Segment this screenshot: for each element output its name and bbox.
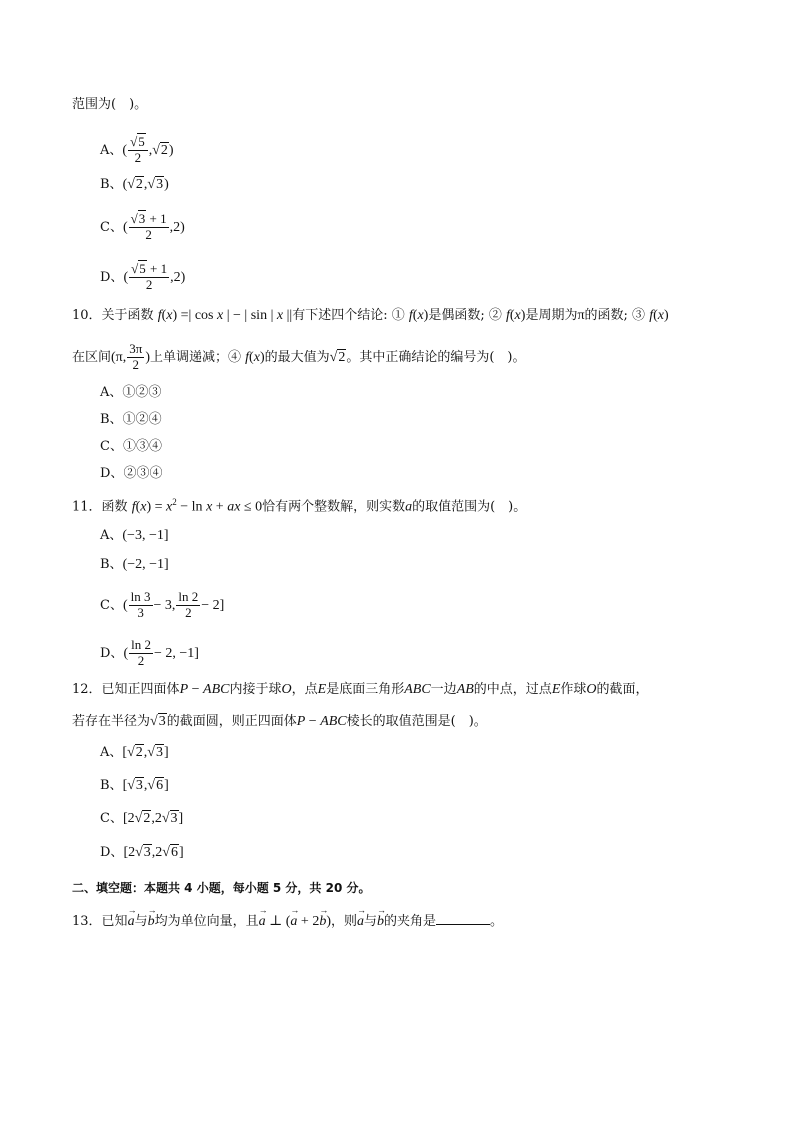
q11-option-a[interactable]: A、(−3, −1] xyxy=(100,528,169,543)
q10-line2: 在区间(π, $\frac{3\pi}{2}$ )上单调递减；④ f(x)的最大值为√2。其中正确结论的编号为( )。 xyxy=(72,341,526,372)
q9-option-b[interactable]: B、(√2,√3) xyxy=(100,177,169,192)
q10-option-d[interactable]: D、②③④ xyxy=(100,466,163,481)
q9-tail: 范围为( )。 xyxy=(72,97,148,112)
answer-blank[interactable] xyxy=(436,912,490,925)
frac: $\frac{√5}{2}$ xyxy=(128,135,148,166)
q10-option-b[interactable]: B、①②④ xyxy=(100,412,162,427)
q9-option-d[interactable]: D、( $\frac{√5 + 1}{2}$ ,2) xyxy=(100,261,186,292)
q12-line1: 12．已知正四面体P − ABC内接于球O，点E是底面三角形ABC一边AB的中点，过点E作球O的截面， xyxy=(72,682,649,697)
q12-option-d[interactable]: D、[2√3,2√6] xyxy=(100,845,184,860)
q11-option-c[interactable]: C、( $\frac{\ln 3}{3}$ − 3, $\frac{\ln 2}{2}$ − 2] xyxy=(100,589,225,620)
q11-option-b[interactable]: B、(−2, −1] xyxy=(100,557,169,572)
q12-line2: 若存在半径为√3的截面圆，则正四面体P − ABC棱长的取值范围是( )。 xyxy=(72,714,487,729)
q13-stem: 13．已知→ a与→ b均为单位向量，且→ a ⊥ (→ a + 2→ b)，则→ a与→ b的夹角是 。 xyxy=(72,912,503,929)
q9-option-a[interactable]: A、( $\frac{√5}{2}$ ,√2) xyxy=(100,134,174,165)
q11-option-d[interactable]: D、( $\frac{\ln 2}{2}$ − 2, −1] xyxy=(100,637,199,668)
q12-option-c[interactable]: C、[2√2,2√3] xyxy=(100,811,184,826)
q12-option-b[interactable]: B、[√3,√6] xyxy=(100,778,169,793)
q10-option-a[interactable]: A、①②③ xyxy=(100,385,162,400)
section-heading: 二、填空题：本题共 4 小题，每小题 5 分，共 20 分。 xyxy=(72,881,371,895)
q11-stem: 11．函数 $f(x) = x^2 - \ln x$ + ax ≤ 0恰有两个整数解，则实数a的取值范围为( )。 xyxy=(72,497,527,515)
q12-option-a[interactable]: A、[√2,√3] xyxy=(100,745,169,760)
q9-option-c[interactable]: C、( $\frac{√3 + 1}{2}$ ,2) xyxy=(100,211,185,242)
q10-option-c[interactable]: C、①③④ xyxy=(100,439,162,454)
q10-line1: 10．关于函数 f(x) =| cos x | − | sin | x ||有下述四个结论: ① f(x)是偶函数; ② f(x)是周期为π的函数; ③ f(x) xyxy=(72,308,669,323)
